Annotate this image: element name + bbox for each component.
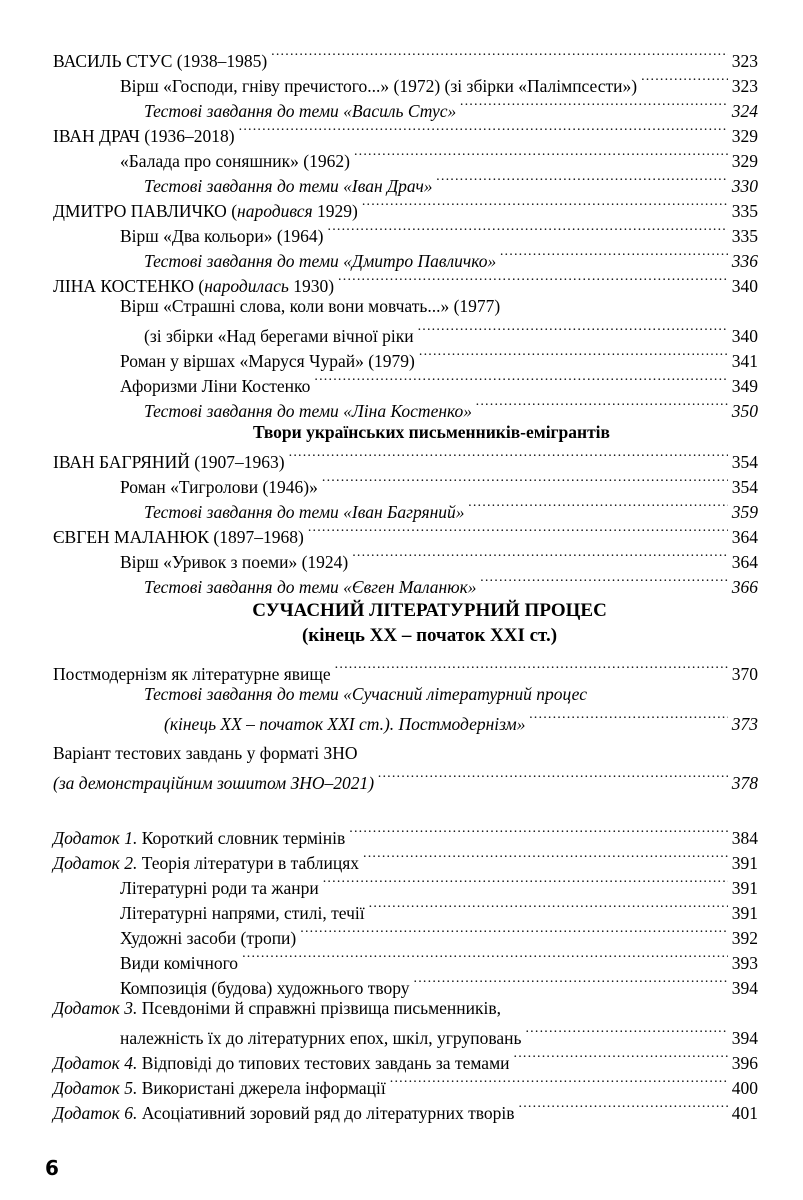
dot-leader	[519, 1097, 728, 1119]
appendix-label: Додаток 6.	[53, 1103, 138, 1123]
toc-entry-title: Художні засоби (тропи)	[120, 928, 297, 948]
dot-leader	[390, 1072, 728, 1094]
toc-entry	[120, 471, 758, 498]
dot-leader	[354, 145, 728, 167]
toc-entry	[53, 822, 758, 849]
dot-leader	[349, 822, 728, 844]
dot-leader	[323, 872, 728, 894]
dot-leader	[242, 947, 728, 969]
toc-entry-page: 335	[731, 201, 758, 221]
dot-leader	[369, 897, 728, 919]
dot-leader	[314, 370, 727, 392]
dot-leader	[418, 320, 728, 342]
toc-entry-title: Додаток 2. Теорія літератури в таблицях	[53, 853, 360, 873]
toc-entry-title: Тестові завдання до теми «Іван Багряний»	[144, 502, 465, 522]
dot-leader	[641, 70, 728, 92]
dot-leader	[378, 767, 728, 789]
toc-entry-page: 384	[731, 828, 758, 848]
appendix-label: Додаток 5.	[53, 1078, 138, 1098]
page-number: 6	[45, 1156, 59, 1180]
toc-entry-page: 373	[731, 714, 758, 734]
dot-leader	[338, 270, 728, 292]
toc-entry	[53, 270, 758, 297]
dot-leader	[476, 395, 728, 417]
dot-leader	[525, 1022, 727, 1044]
toc-entry-title: (за демонстраційним зошитом ЗНО–2021)	[53, 773, 375, 793]
toc-entry	[144, 496, 758, 523]
toc-entry-page: 401	[731, 1103, 758, 1123]
toc-entry	[53, 1047, 758, 1074]
toc-entry-page: 350	[731, 401, 758, 421]
dot-leader	[328, 220, 728, 242]
section-heading: СУЧАСНИЙ ЛІТЕРАТУРНИЙ ПРОЦЕС	[252, 600, 607, 621]
dot-leader	[289, 446, 728, 468]
appendix-label: Додаток 2.	[53, 853, 138, 873]
toc-entry-title: Вірш «Страшні слова, коли вони мовчать...» (1977)	[120, 296, 501, 316]
toc-entry-title: (зі збірки «Над берегами вічної ріки	[144, 326, 414, 346]
toc-entry-title: Додаток 6. Асоціативний зоровий ряд до літературних творів	[53, 1103, 515, 1123]
dot-leader	[414, 972, 728, 994]
toc-entry-page: 324	[731, 101, 758, 121]
toc-entry-page: 323	[731, 76, 758, 96]
toc-entry-title: Літературні напрями, стилі, течії	[120, 903, 365, 923]
dot-leader	[239, 120, 728, 142]
toc-entry-title: Вірш «Господи, гніву пречистого...» (1972) (зі збірки «Палімпсести»)	[120, 76, 638, 96]
toc-entry-page: 336	[731, 251, 758, 271]
toc-entry-page: 391	[731, 903, 758, 923]
toc-entry-page: 393	[731, 953, 758, 973]
toc-entry	[53, 195, 758, 222]
toc-entry	[53, 1097, 758, 1124]
dot-leader	[500, 245, 728, 267]
toc-entry-page: 335	[731, 226, 758, 246]
toc-entry	[53, 521, 758, 548]
toc-entry-title: Афоризми Ліни Костенко	[120, 376, 311, 396]
dot-leader	[362, 195, 728, 217]
toc-entry-title: Тестові завдання до теми «Сучасний літературний процес	[144, 684, 587, 704]
toc-entry-title: Літературні роди та жанри	[120, 878, 319, 898]
appendix-label: Додаток 3.	[53, 998, 138, 1018]
toc-entry-page: 329	[731, 151, 758, 171]
toc-entry-page: 391	[731, 853, 758, 873]
toc-entry	[120, 345, 758, 372]
dot-leader	[335, 658, 728, 680]
toc-entry	[53, 658, 758, 685]
toc-entry-title: Композиція (будова) художнього твору	[120, 978, 410, 998]
toc-entry-page: 394	[731, 1028, 758, 1048]
dot-leader	[481, 571, 728, 593]
toc-entry-title: ДМИТРО ПАВЛИЧКО (народився 1929)	[53, 201, 358, 221]
toc-entry-title: ЄВГЕН МАЛАНЮК (1897–1968)	[53, 527, 304, 547]
toc-entry	[120, 1022, 758, 1049]
dot-leader	[469, 496, 728, 518]
toc-entry-title: (кінець XX – початок XXI ст.). Постмодернізм»	[164, 714, 526, 734]
toc-entry-page: 354	[731, 452, 758, 472]
dot-leader	[271, 45, 728, 67]
toc-entry-title: Додаток 5. Використані джерела інформації	[53, 1078, 386, 1098]
toc-entry-page: 323	[731, 51, 758, 71]
appendix-label: Додаток 1.	[53, 828, 138, 848]
toc-entry	[120, 220, 758, 247]
toc-entry	[120, 922, 758, 949]
toc-entry	[120, 145, 758, 172]
toc-entry-page: 394	[731, 978, 758, 998]
toc-entry-title: ІВАН БАГРЯНИЙ (1907–1963)	[53, 452, 285, 472]
dot-leader	[308, 521, 728, 543]
toc-entry-title: належність їх до літературних епох, шкіл, угруповань	[120, 1028, 522, 1048]
toc-entry-title: Види комічного	[120, 953, 239, 973]
toc-entry	[144, 395, 758, 422]
dot-leader	[300, 922, 728, 944]
toc-entry	[120, 897, 758, 924]
toc-entry-title: Тестові завдання до теми «Ліна Костенко»	[144, 401, 473, 421]
toc-entry-title: Вірш «Уривок з поеми» (1924)	[120, 552, 349, 572]
toc-entry	[53, 446, 758, 473]
toc-entry-page: 378	[731, 773, 758, 793]
toc-entry-title: Роман у віршах «Маруся Чурай» (1979)	[120, 351, 415, 371]
dot-leader	[363, 847, 728, 869]
toc-entry	[120, 947, 758, 974]
toc-entry-page: 329	[731, 126, 758, 146]
toc-entry	[53, 847, 758, 874]
toc-entry-title: ІВАН ДРАЧ (1936–2018)	[53, 126, 235, 146]
toc-entry	[53, 1072, 758, 1099]
toc-entry	[144, 320, 758, 347]
dot-leader	[460, 95, 727, 117]
toc-entry-title: Постмодернізм як літературне явище	[53, 664, 331, 684]
toc-entry	[53, 120, 758, 147]
dot-leader	[437, 170, 728, 192]
toc-entry-page: 340	[731, 276, 758, 296]
toc-entry	[120, 70, 758, 97]
toc-entry	[120, 872, 758, 899]
dot-leader	[352, 546, 728, 568]
dot-leader	[322, 471, 728, 493]
section-heading: Твори українських письменників-емігрантів	[253, 422, 610, 442]
toc-entry-page: 370	[731, 664, 758, 684]
toc-entry	[120, 370, 758, 397]
toc-entry-page: 341	[731, 351, 758, 371]
toc-entry-title: ЛІНА КОСТЕНКО (народилась 1930)	[53, 276, 335, 296]
toc-entry-title: Тестові завдання до теми «Євген Маланюк»	[144, 577, 477, 597]
toc-entry-page: 349	[731, 376, 758, 396]
toc-entry	[53, 767, 758, 794]
toc-entry	[120, 972, 758, 999]
section-subheading: (кінець XX – початок XXI ст.)	[301, 625, 558, 646]
toc-entry	[144, 571, 758, 598]
toc-entry-page: 392	[731, 928, 758, 948]
toc-entry	[144, 170, 758, 197]
toc-entry	[144, 245, 758, 272]
toc-entry-page: 364	[731, 527, 758, 547]
toc-entry-title: Роман «Тигролови (1946)»	[120, 477, 318, 497]
toc-entry-page: 340	[731, 326, 758, 346]
toc-entry-page: 354	[731, 477, 758, 497]
toc-entry-title: «Балада про соняшник» (1962)	[120, 151, 350, 171]
toc-entry	[144, 95, 758, 122]
toc-entry-page: 359	[731, 502, 758, 522]
toc-entry-title: Вірш «Два кольори» (1964)	[120, 226, 324, 246]
toc-entry-page: 391	[731, 878, 758, 898]
toc-entry-title: ВАСИЛЬ СТУС (1938–1985)	[53, 51, 268, 71]
toc-entry-title: Тестові завдання до теми «Іван Драч»	[144, 176, 433, 196]
dot-leader	[419, 345, 728, 367]
toc-entry	[164, 708, 758, 735]
toc-entry-page: 330	[731, 176, 758, 196]
toc-entry	[53, 45, 758, 72]
toc-entry-title: Варіант тестових завдань у форматі ЗНО	[53, 743, 358, 763]
toc-entry-page: 400	[731, 1078, 758, 1098]
toc-entry	[120, 546, 758, 573]
toc-entry-title: Тестові завдання до теми «Дмитро Павличко»	[144, 251, 497, 271]
toc-entry-title: Тестові завдання до теми «Василь Стус»	[144, 101, 457, 121]
dot-leader	[529, 708, 727, 730]
toc-entry-title: Додаток 3. Псевдоніми й справжні прізвища письменників,	[53, 998, 502, 1018]
appendix-label: Додаток 4.	[53, 1053, 138, 1073]
dot-leader	[514, 1047, 728, 1069]
toc-entry-title: Додаток 1. Короткий словник термінів	[53, 828, 346, 848]
toc-entry-title: Додаток 4. Відповіді до типових тестових завдань за темами	[53, 1053, 510, 1073]
toc-entry-page: 364	[731, 552, 758, 572]
toc-entry-page: 366	[731, 577, 758, 597]
toc-entry-page: 396	[731, 1053, 758, 1073]
